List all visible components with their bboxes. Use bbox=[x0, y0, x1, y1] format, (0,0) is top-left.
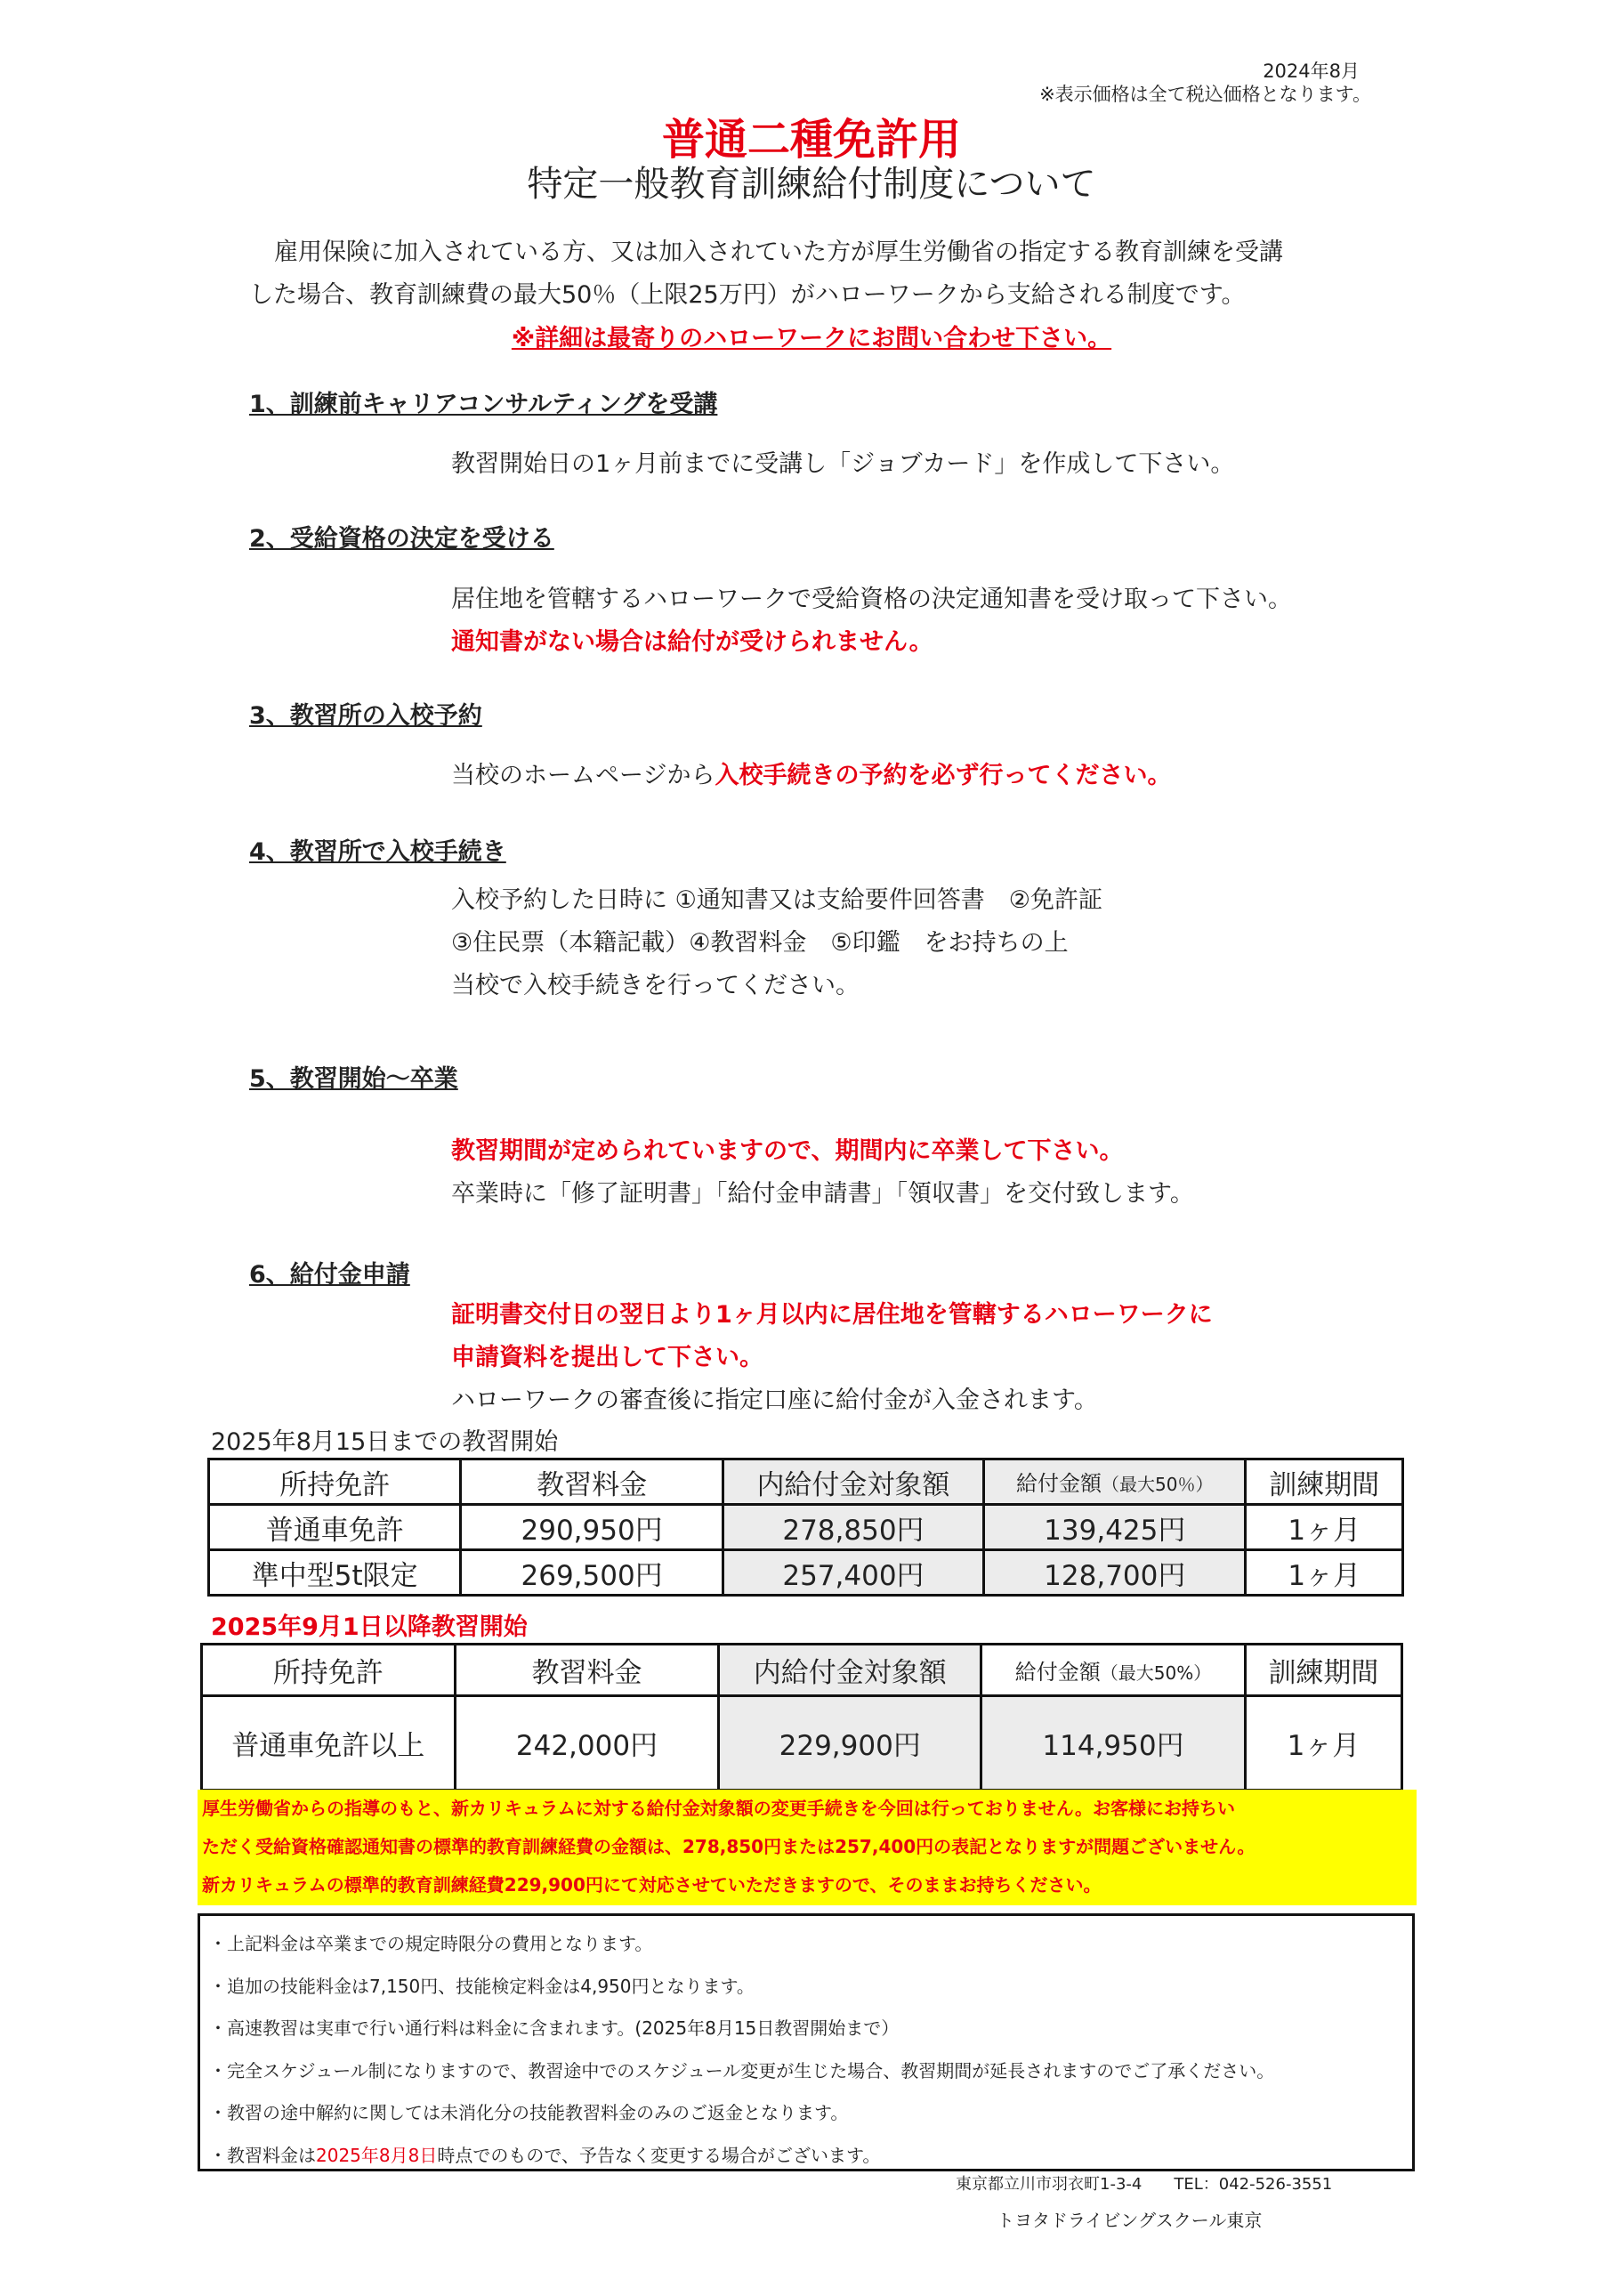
intro-line-2: した場合、教育訓練費の最大50％（上限25万円）がハローワークから支給される制度です。 bbox=[249, 281, 1246, 309]
cell-fee: 290,950円 bbox=[461, 1505, 723, 1550]
benefit-max-label: （最大50%） bbox=[1100, 1661, 1212, 1684]
step-6-body bbox=[451, 1294, 1213, 1422]
note-item: ・教習の途中解約に関しては未消化分の技能教習料金のみのご返金となります。 bbox=[209, 2102, 849, 2123]
benefit-max-label: （最大50％） bbox=[1102, 1474, 1214, 1495]
step-2-body bbox=[451, 578, 1292, 664]
header-cell-benefit bbox=[981, 1645, 1246, 1696]
curriculum-notice-line-3: 新カリキュラムの標準的教育訓練経費229,900円にて対応させていただきますので、そのままお持ちください。 bbox=[202, 1874, 1102, 1896]
step-5-body bbox=[451, 1130, 1194, 1216]
benefit-label: 給付金額 bbox=[1014, 1659, 1101, 1685]
step-6-line-3: ハローワークの審査後に指定口座に給付金が入金されます。 bbox=[451, 1386, 1098, 1414]
cell-period: 1ヶ月 bbox=[1245, 1696, 1401, 1791]
footer-address: 東京都立川市羽衣町1-3-4 TEL：042-526-3551 bbox=[956, 2175, 1333, 2194]
table-1-caption: 2025年8月15日までの教習開始 bbox=[211, 1428, 559, 1456]
note-suffix: 時点でのもので、予告なく変更する場合がございます。 bbox=[437, 2144, 881, 2166]
note-item: ・上記料金は卒業までの規定時限分の費用となります。 bbox=[209, 1933, 653, 1954]
step-4-heading: 4、教習所で入校手続き bbox=[249, 838, 506, 866]
step-4-line-3: 当校で入校手続きを行ってください。 bbox=[451, 972, 860, 999]
step-3-line-prefix: 当校のホームページから bbox=[451, 762, 715, 789]
header-cell-fee: 教習料金 bbox=[455, 1645, 719, 1696]
header-cell-benefit bbox=[984, 1459, 1246, 1505]
benefit-label: 給付金額 bbox=[1016, 1471, 1102, 1496]
curriculum-notice-line-1: 厚生労働省からの指導のもと、新カリキュラムに対する給付金対象額の変更手続きを今回は行っておりません。お客様にお持ちい bbox=[202, 1798, 1235, 1819]
page-title: 普通二種免許用 bbox=[661, 115, 961, 165]
step-2-heading: 2、受給資格の決定を受ける bbox=[249, 525, 554, 553]
cell-period: 1ヶ月 bbox=[1246, 1550, 1403, 1596]
table-2-caption: 2025年9月1日以降教習開始 bbox=[211, 1613, 528, 1641]
step-1-heading: 1、訓練前キャリアコンサルティングを受講 bbox=[249, 391, 718, 418]
cell-benefit: 114,950円 bbox=[981, 1696, 1246, 1791]
note-item: ・高速教習は実車で行い通行料は料金に含まれます。(2025年8月15日教習開始まで） bbox=[209, 2017, 900, 2039]
note-item bbox=[209, 2135, 1412, 2178]
cell-eligible: 229,900円 bbox=[719, 1696, 981, 1791]
note-item: ・追加の技能料金は7,150円、技能検定料金は4,950円となります。 bbox=[209, 1975, 755, 1997]
step-5-heading: 5、教習開始～卒業 bbox=[249, 1065, 458, 1093]
step-3-body bbox=[451, 755, 1171, 797]
footer-school-name: トヨタドライビングスクール東京 bbox=[997, 2210, 1263, 2231]
step-5-line-2: 卒業時に「修了証明書」「給付金申請書」「領収書」を交付致します。 bbox=[451, 1180, 1194, 1208]
cell-period: 1ヶ月 bbox=[1246, 1505, 1403, 1550]
cell-license: 準中型5t限定 bbox=[209, 1550, 461, 1596]
table-row bbox=[209, 1550, 1403, 1596]
step-2-line-1: 居住地を管轄するハローワークで受給資格の決定通知書を受け取って下さい。 bbox=[451, 586, 1292, 613]
step-6-heading: 6、給付金申請 bbox=[249, 1261, 410, 1289]
header-cell-period: 訓練期間 bbox=[1246, 1459, 1403, 1505]
cell-fee: 242,000円 bbox=[455, 1696, 719, 1791]
tax-note: ※表示価格は全て税込価格となります。 bbox=[1039, 84, 1371, 105]
fee-table-1 bbox=[207, 1458, 1404, 1597]
header-cell-eligible: 内給付金対象額 bbox=[719, 1645, 981, 1696]
curriculum-notice bbox=[198, 1790, 1417, 1905]
cell-benefit: 139,425円 bbox=[984, 1505, 1246, 1550]
step-1-line-1: 教習開始日の1ヶ月前までに受講し「ジョブカード」を作成して下さい。 bbox=[451, 450, 1235, 478]
step-4-line-2: ③住民票（本籍記載）④教習料金 ⑤印鑑 をお持ちの上 bbox=[451, 929, 1069, 957]
cell-eligible: 278,850円 bbox=[723, 1505, 983, 1550]
cell-license: 普通車免許 bbox=[209, 1505, 461, 1550]
step-5-warning: 教習期間が定められていますので、期間内に卒業して下さい。 bbox=[451, 1137, 1124, 1165]
intro-text bbox=[249, 231, 1379, 317]
fee-table-2 bbox=[200, 1643, 1403, 1791]
notes-box bbox=[198, 1913, 1415, 2171]
table-header-row bbox=[202, 1645, 1402, 1696]
step-3-warning: 入校手続きの予約を必ず行ってください。 bbox=[715, 762, 1172, 789]
step-6-warning-2: 申請資料を提出して下さい。 bbox=[451, 1344, 763, 1371]
cell-fee: 269,500円 bbox=[461, 1550, 723, 1596]
header-cell-period: 訓練期間 bbox=[1245, 1645, 1401, 1696]
step-2-warning: 通知書がない場合は給付が受けられません。 bbox=[451, 628, 933, 656]
cell-benefit: 128,700円 bbox=[984, 1550, 1246, 1596]
header-cell-license: 所持免許 bbox=[202, 1645, 456, 1696]
header-cell-license: 所持免許 bbox=[209, 1459, 461, 1505]
note-date-highlight: 2025年8月8日 bbox=[316, 2144, 438, 2166]
step-6-warning-1: 証明書交付日の翌日より1ヶ月以内に居住地を管轄するハローワークに bbox=[451, 1301, 1213, 1329]
header-cell-fee: 教習料金 bbox=[461, 1459, 723, 1505]
table-row bbox=[202, 1696, 1402, 1791]
step-1-body bbox=[451, 443, 1234, 486]
cell-eligible: 257,400円 bbox=[723, 1550, 983, 1596]
document-date: 2024年8月 bbox=[1263, 61, 1360, 82]
note-item: ・完全スケジュール制になりますので、教習途中でのスケジュール変更が生じた場合、教習期間が延長されますのでご了承ください。 bbox=[209, 2059, 1275, 2082]
header-cell-eligible: 内給付金対象額 bbox=[723, 1459, 983, 1505]
cell-license: 普通車免許以上 bbox=[202, 1696, 456, 1791]
table-header-row bbox=[209, 1459, 1403, 1505]
intro-line-1: 雇用保険に加入されている方、又は加入されていた方が厚生労働省の指定する教育訓練を受講 bbox=[274, 238, 1283, 266]
detail-notice: ※詳細は最寄りのハローワークにお問い合わせ下さい。 bbox=[511, 325, 1112, 352]
step-4-body bbox=[451, 879, 1102, 1007]
step-4-line-1: 入校予約した日時に ①通知書又は支給要件回答書 ②免許証 bbox=[451, 886, 1102, 914]
step-3-heading: 3、教習所の入校予約 bbox=[249, 702, 482, 730]
curriculum-notice-line-2: ただく受給資格確認通知書の標準的教育訓練経費の金額は、278,850円または257,400円の表記となりますが問題ございません。 bbox=[202, 1836, 1256, 1857]
page-subtitle: 特定一般教育訓練給付制度について bbox=[527, 164, 1096, 205]
note-prefix: ・教習料金は bbox=[209, 2144, 316, 2166]
table-row bbox=[209, 1505, 1403, 1550]
